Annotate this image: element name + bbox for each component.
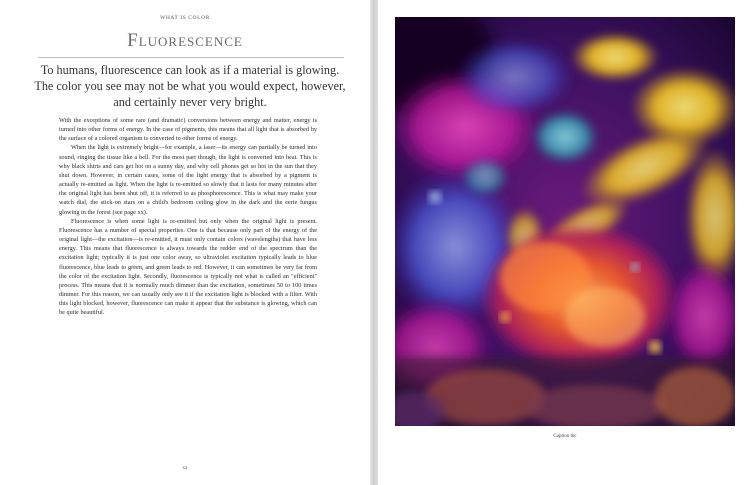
paragraph-1: With the exceptions of some rare (and dramatic) conversions between energy and matter, energy is turned into other forms of energy. In the case of pigments, this means that all light that is absorbed by the surface of a colored organism is converted to other forms of energy. <box>59 117 317 143</box>
body-text <box>59 116 317 317</box>
left-page <box>0 0 370 485</box>
paragraph-3: Fluorescence is when some light is re-emitted but only when the original light is present. Fluorescence has a number of special properties. One is that because only part of the energy of the original light—the excitation—is re-emitted, it must only contain colors (wavelengths) that have less energy. This means that fluorescence is always towards the redder end of the spectrum than the excitation light; typically it is just one color away, so ultraviolet excitation typically leads to blue fluorescence, blue leads to green, and green leads to red. However, it can sometimes be very far from the color of the excitation light. Secondly, fluorescence is typically not what is called an "efficient" process. This means that it is normally much dimmer than the excitation, sometimes 50 to 100 times dimmer. For this reason, we can usually only see it if the excitation light is blocked with a filter. With this light blocked, however, fluorescence can make it appear that the substance is glowing, which can be quite beautiful. <box>59 217 317 317</box>
photo-caption: Caption tbc <box>553 434 577 439</box>
title-divider <box>38 57 344 58</box>
right-page <box>378 0 750 485</box>
fluorescence-photo <box>395 17 735 426</box>
page-number: xx <box>182 466 188 471</box>
paragraph-2: When the light is extremely bright—for example, a laser—its energy can partially be turned into sound, ringing the tissue like a bell. For the most part though, the light is converted into heat. This is why black shirts and cars get hot on a sunny day, and why cell phones get so hot in the sun that they shut down. However, in certain cases, some of the light energy that is absorbed by a pigment is actually re-emitted as light. When the light is re-emitted so slowly that it lasts for many minutes after the original light has been shut off, it is referred to as phosphorescence. This is what may make your watch dial, the stick-on stars on a child's bedroom ceiling glow in the dark and the eerie fungus glowing in the forest (see page xx). <box>59 144 317 216</box>
page-gutter <box>370 0 378 485</box>
running-head: WHAT IS COLOR <box>160 15 210 21</box>
page-title: Fluorescence <box>127 30 243 51</box>
intro-text: To humans, fluorescence can look as if a material is glowing. The color you see may not be what you would expect, however, and certainly never very bright. <box>34 63 346 109</box>
